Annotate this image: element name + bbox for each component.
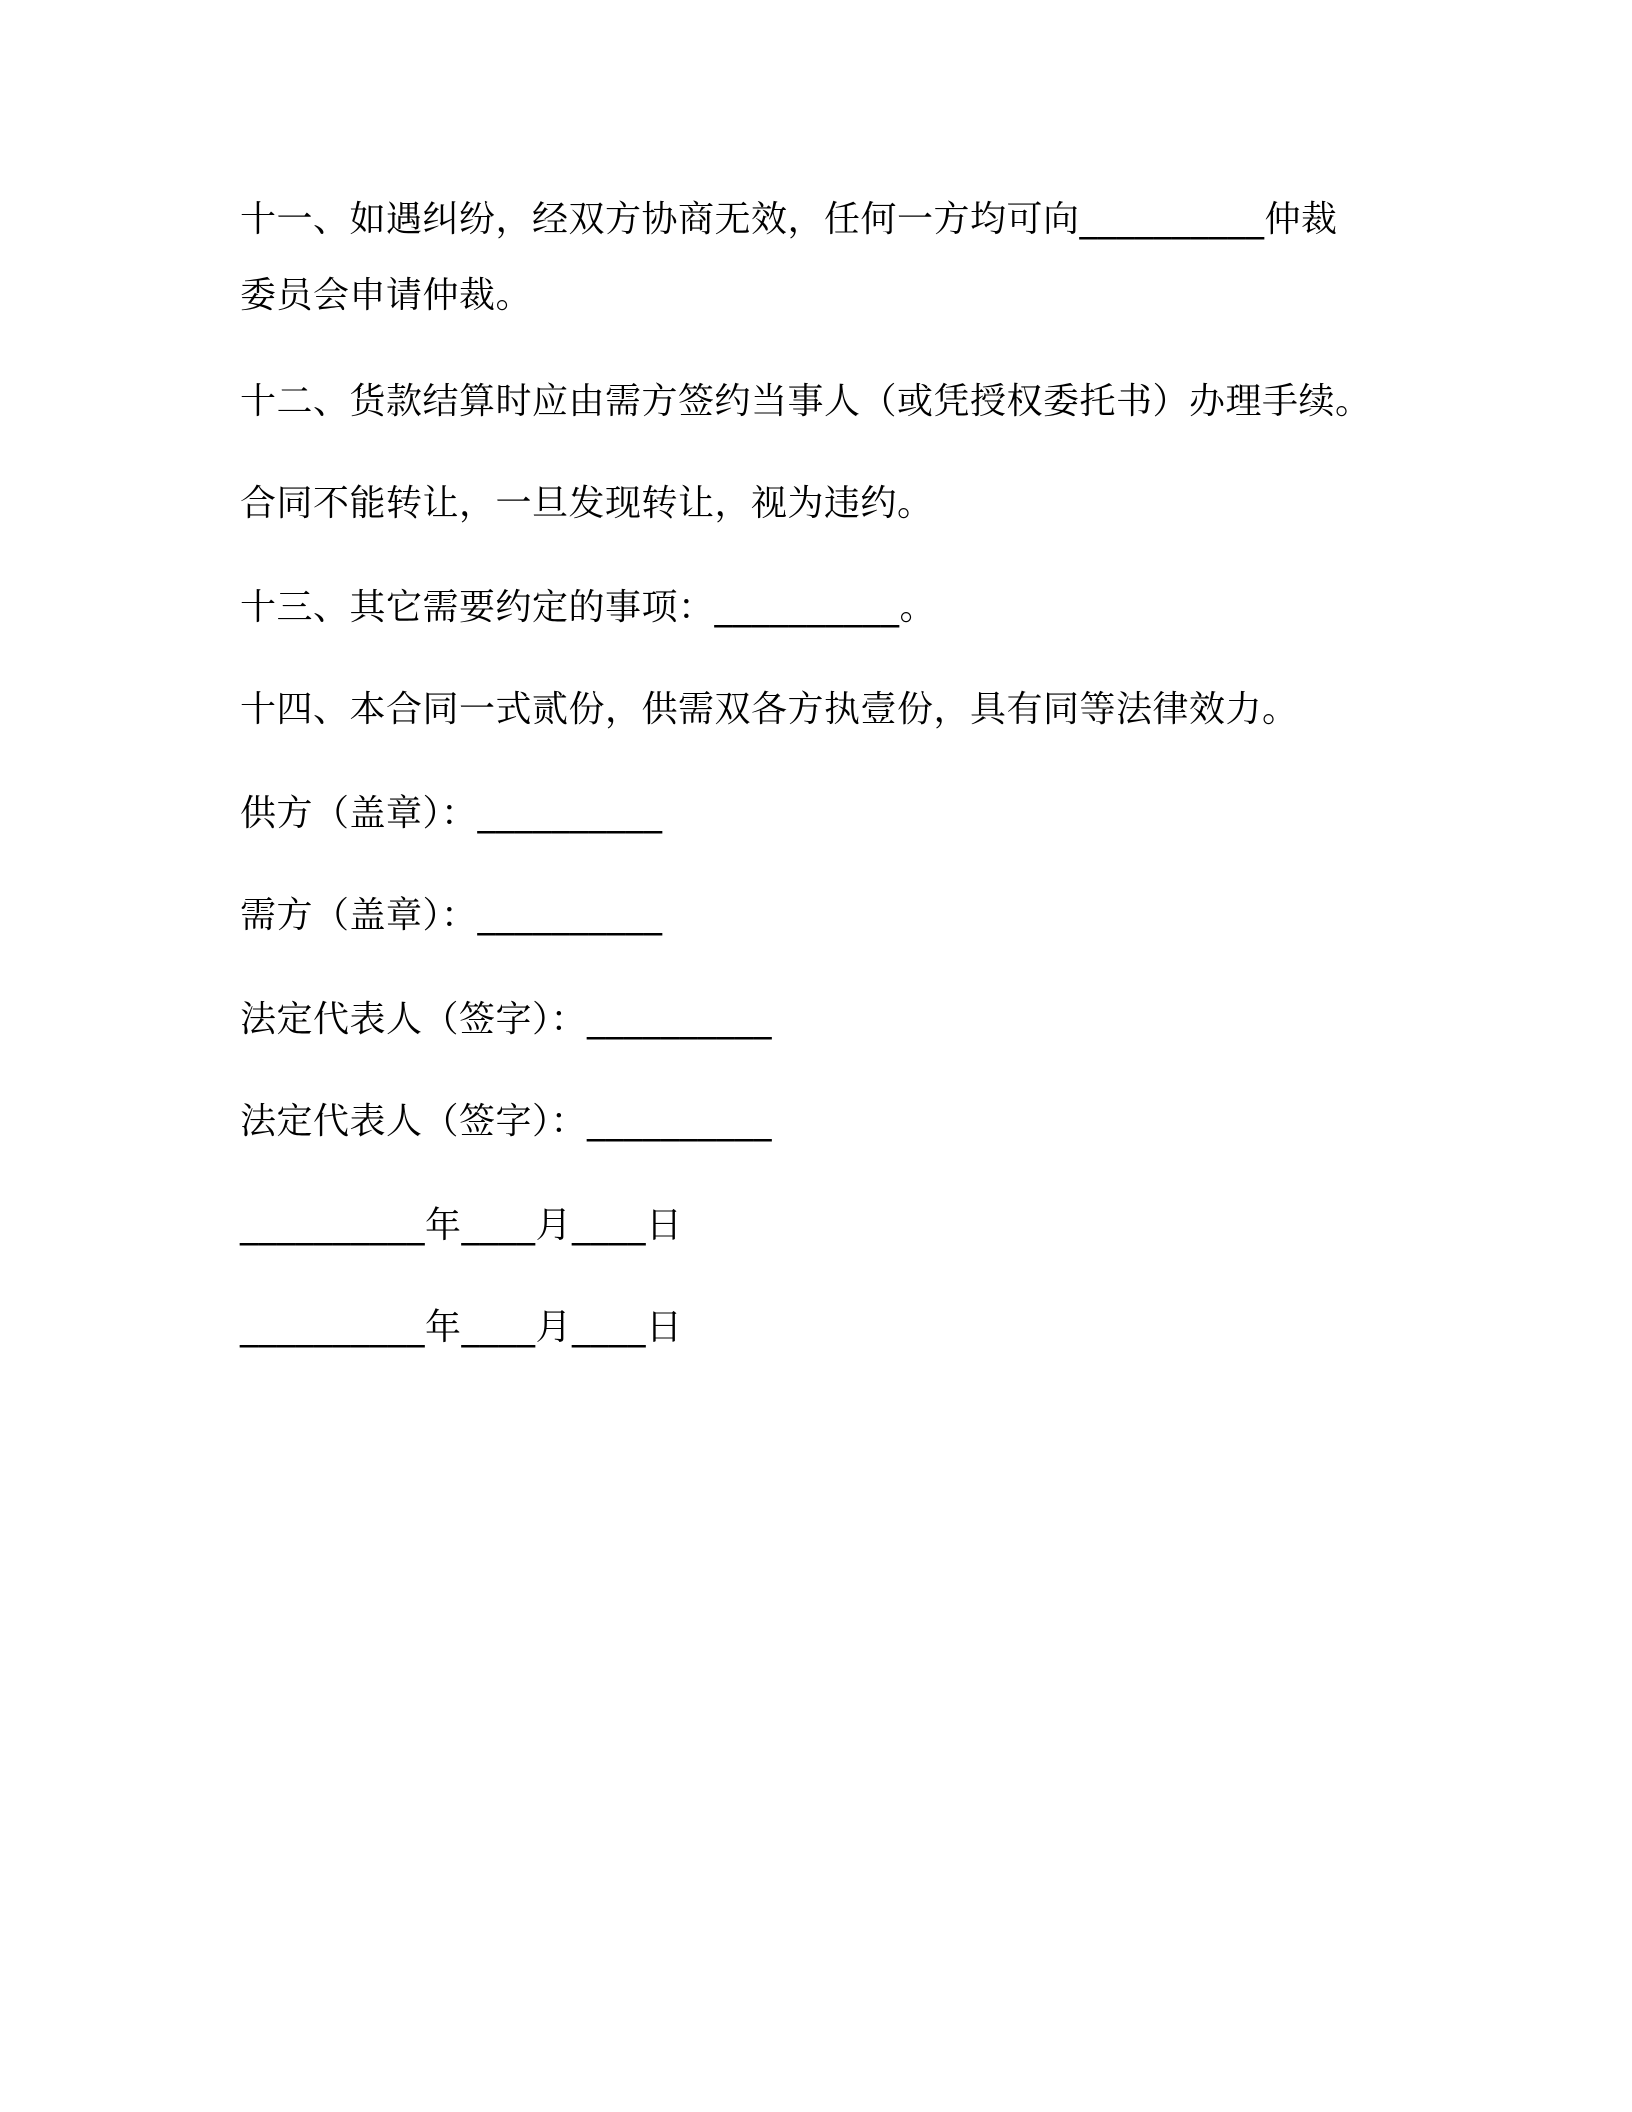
supplier-date-line: __________年____月____日 <box>240 1205 683 1246</box>
clause-11-line-1: 十一、如遇纠纷，经双方协商无效，任何一方均可向__________仲裁 <box>240 199 1338 240</box>
buyer-representative-signature-line: 法定代表人（签字）：__________ <box>240 1101 773 1142</box>
buyer-seal-line: 需方（盖章）：__________ <box>240 895 663 936</box>
supplier-representative-signature-line: 法定代表人（签字）：__________ <box>240 999 773 1040</box>
clause-11-line-2: 委员会申请仲裁。 <box>240 275 533 316</box>
clause-12-line-1: 十二、货款结算时应由需方签约当事人（或凭授权委托书）办理手续。 <box>240 381 1372 422</box>
supplier-seal-line: 供方（盖章）：__________ <box>240 793 663 834</box>
clause-14: 十四、本合同一式贰份，供需双各方执壹份，具有同等法律效力。 <box>240 689 1299 730</box>
clause-13: 十三、其它需要约定的事项：__________。 <box>240 587 937 628</box>
buyer-date-line: __________年____月____日 <box>240 1307 683 1348</box>
clause-12-line-2: 合同不能转让，一旦发现转让，视为违约。 <box>240 483 934 524</box>
